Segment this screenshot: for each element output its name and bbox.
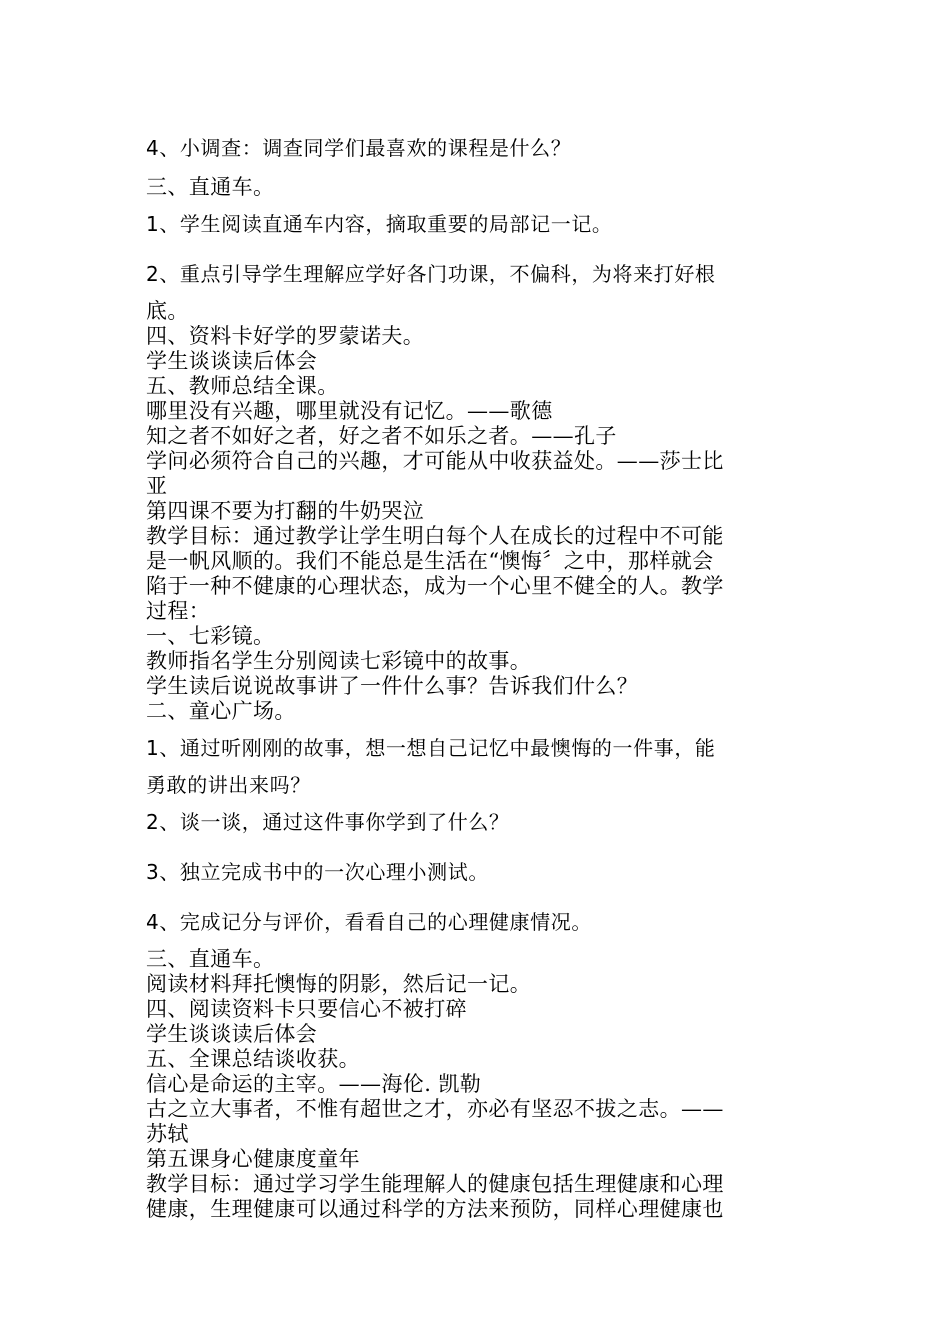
section-heading: 三、直通车。 [146,175,275,199]
section-heading: 四、阅读资料卡只要信心不被打碎 [146,997,467,1021]
section-heading: 四、资料卡好学的罗蒙诺夫。 [146,324,425,348]
quote-line: 亚 [146,474,168,498]
text-line: 3、独立完成书中的一次心理小测试。 [146,860,489,884]
text-line: 底。 [146,299,189,323]
text-line: 勇敢的讲出来吗？ [146,773,311,797]
quote-line: 知之者不如好之者，好之者不如乐之者。——孔子 [146,424,617,448]
quote-line: 古之立大事者，不惟有超世之才，亦必有坚忍不拔之志。—— [146,1097,724,1121]
text-line: 1、通过听刚刚的故事，想一想自己记忆中最懊悔的一件事，能 [146,736,716,760]
text-line: 教学目标：通过教学让学生明白每个人在成长的过程中不可能 [146,524,724,548]
lesson-title: 第四课不要为打翻的牛奶哭泣 [146,499,425,523]
quote-line: 信心是命运的主宰。——海伦. 凯勒 [146,1072,482,1096]
text-line: 1、学生阅读直通车内容，摘取重要的局部记一记。 [146,212,613,236]
section-heading: 一、七彩镜。 [146,624,275,648]
quote-line: 苏轼 [146,1122,189,1146]
text-line: 学生谈谈读后体会 [146,1022,318,1046]
section-heading: 三、直通车。 [146,947,275,971]
section-heading: 二、童心广场。 [146,699,296,723]
section-heading: 五、全课总结谈收获。 [146,1047,360,1071]
text-line: 健康，生理健康可以通过科学的方法来预防，同样心理健康也 [146,1197,724,1221]
text-line: 学生读后说说故事讲了一件什么事？告诉我们什么？ [146,674,639,698]
text-line: 2、谈一谈，通过这件事你学到了什么？ [146,810,510,834]
text-line: 2、重点引导学生理解应学好各门功课，不偏科，为将来打好根 [146,262,716,286]
text-line: 阅读材料拜托懊悔的阴影，然后记一记。 [146,972,532,996]
quote-line: 学问必须符合自己的兴趣，才可能从中收获益处。——莎士比 [146,449,724,473]
text-line: 4、小调查：调查同学们最喜欢的课程是什么？ [146,136,572,160]
text-line: 过程： [146,599,211,623]
text-line: 学生谈谈读后体会 [146,349,318,373]
text-line: 陷于一种不健康的心理状态，成为一个心里不健全的人。教学 [146,574,724,598]
text-line: 教师指名学生分别阅读七彩镜中的故事。 [146,649,532,673]
quote-line: 哪里没有兴趣，哪里就没有记忆。——歌德 [146,399,553,423]
lesson-title: 第五课身心健康度童年 [146,1147,360,1171]
section-heading: 五、教师总结全课。 [146,374,339,398]
text-line: 是一帆风顺的。我们不能总是生活在“懊悔〞之中，那样就会 [146,549,714,573]
text-line: 教学目标：通过学习学生能理解人的健康包括生理健康和心理 [146,1172,724,1196]
text-line: 4、完成记分与评价，看看自己的心理健康情况。 [146,910,592,934]
